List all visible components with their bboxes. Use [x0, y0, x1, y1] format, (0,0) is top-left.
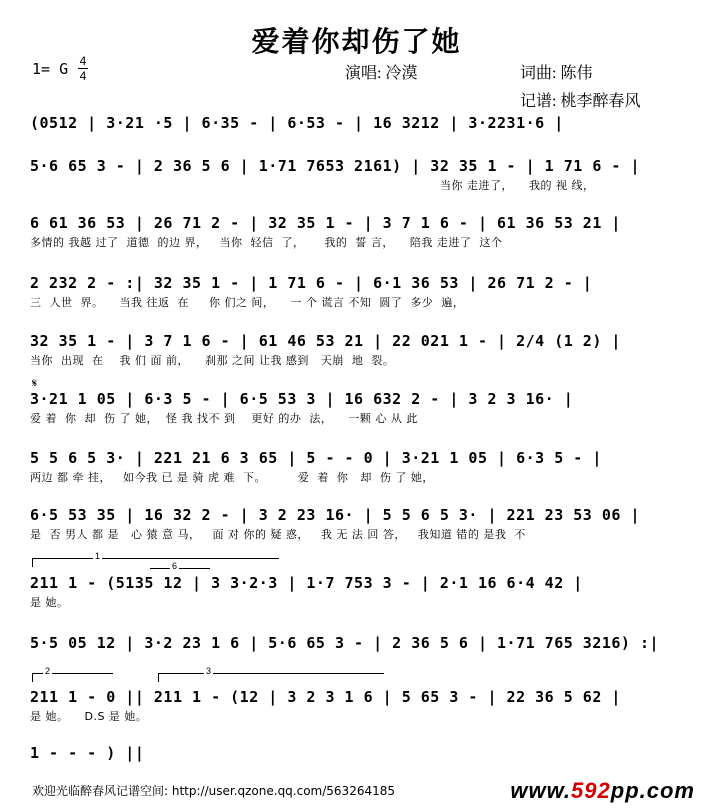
- time-signature: [78, 55, 88, 82]
- notation-row: 6·5 53 35 | 16 32 2 - | 3 2 23 16· | 5 5 6 5 3· | 221 23 53 06 |: [30, 506, 640, 524]
- lyrics-row: 多情的 我越 过了 道德 的边 界， 当你 轻信 了， 我的 誓 言， 陪我 走进了 这个: [30, 236, 503, 249]
- notation-row: 211 1 - 0 || 211 1 - (12 | 3 2 3 1 6 | 5 65 3 - | 22 36 5 62 |: [30, 688, 621, 706]
- lyrics-row: 当你 出现 在 我 们 面 前， 刹那 之间 让我 感到 天崩 地 裂。: [30, 354, 395, 367]
- notation-row: 5·6 65 3 - | 2 36 5 6 | 1·71 7653 2161) | 32 35 1 - | 1 71 6 - |: [30, 157, 640, 175]
- volta-bracket-3: [158, 666, 384, 682]
- score-line-11: [30, 686, 685, 726]
- score-line-1: [30, 112, 685, 152]
- notation-row: 5·5 05 12 | 3·2 23 1 6 | 5·6 65 3 - | 2 36 5 6 | 1·71 765 3216) :|: [30, 634, 660, 652]
- volta-label-2: 2: [45, 666, 51, 676]
- score-line-7: [30, 447, 685, 487]
- notation-row: 5 5 6 5 3· | 221 21 6 3 65 | 5 - - 0 | 3·21 1 05 | 6·3 5 - |: [30, 449, 602, 467]
- watermark-logo: [510, 778, 695, 804]
- score-line-8: [30, 504, 685, 544]
- lyrics-row: 是 否 男人 都 是 心 猿 意 马， 面 对 你的 疑 惑， 我 无 法 回 答， 我知道 错的 是我 不: [30, 528, 526, 541]
- score-line-6: [30, 388, 685, 428]
- lyrics-row: 是 她。: [30, 596, 69, 609]
- time-signature-denominator: 4: [79, 69, 87, 83]
- score-line-3: [30, 212, 685, 252]
- volta-bracket: [32, 551, 279, 567]
- lyrics-row: 三 人世 界。 当我 往返 在 你 们之 间， 一 个 谎言 不知 圆了 多少 遍，: [30, 296, 465, 309]
- tuplet-label: 6: [172, 561, 178, 571]
- score-line-5: [30, 330, 685, 370]
- lyrics-row: 两边 都 牵 挂， 如今我 已 是 骑 虎 难 下。 爱 着 你 却 伤 了 她，: [30, 471, 434, 484]
- lyrics-row: 爱 着 你 却 伤 了 她， 怪 我 找不 到 更好 的办 法， 一颗 心 从 此: [30, 412, 418, 425]
- notation-row: 3·21 1 05 | 6·3 5 - | 6·5 53 3 | 16 632 2 - | 3 2 3 16· |: [30, 390, 574, 408]
- notation-row: 1 - - - ) ||: [30, 744, 145, 762]
- lyrics-row: 是 她。 D.S 是 她。: [30, 710, 148, 723]
- score-line-4: [30, 272, 685, 312]
- song-title: 爱着你却伤了她: [251, 27, 462, 58]
- watermark-prefix: www.: [510, 778, 572, 803]
- notation-row: 6 61 36 53 | 26 71 2 - | 32 35 1 - | 3 7 1 6 - | 61 36 53 21 |: [30, 214, 621, 232]
- notation-row: 211 1 - (5135 12 | 3 3·2·3 | 1·7 753 3 - | 2·1 16 6·4 42 |: [30, 574, 583, 592]
- score-line-12: [30, 742, 685, 764]
- notation-row: 32 35 1 - | 3 7 1 6 - | 61 46 53 21 | 22 021 1 - | 2/4 (1 2) |: [30, 332, 621, 350]
- footer-text: 欢迎光临醉春风记谱空间: http://user.qzone.qq.com/563264185: [32, 784, 396, 798]
- transcriber-credit: 记谱: 桃李醉春风: [520, 93, 641, 110]
- score-line-2: [30, 155, 685, 195]
- watermark-number: 592: [571, 778, 611, 803]
- lyrics-row: [30, 134, 685, 152]
- lyrics-row: 当你 走进了， 我的 视 线，: [440, 179, 595, 192]
- segno-icon: 𝄋: [32, 376, 38, 390]
- volta-bracket-2: [32, 666, 113, 682]
- time-signature-numerator: 4: [79, 54, 87, 68]
- volta-label-3: 3: [206, 666, 212, 676]
- watermark-suffix: pp.com: [610, 778, 695, 803]
- score-line-10: [30, 632, 685, 654]
- score-line-9: [30, 572, 685, 612]
- volta-label: 1: [95, 551, 101, 561]
- notation-row: (0512 | 3·21 ·5 | 6·35 - | 6·53 - | 16 3212 | 3·2231·6 |: [30, 114, 564, 132]
- composer-credit: 词曲: 陈伟: [520, 65, 593, 82]
- singer-credit: 演唱: 冷漠: [345, 65, 418, 82]
- notation-row: 2 232 2 - :| 32 35 1 - | 1 71 6 - | 6·1 36 53 | 26 71 2 - |: [30, 274, 593, 292]
- key-signature: 1= G: [32, 60, 69, 78]
